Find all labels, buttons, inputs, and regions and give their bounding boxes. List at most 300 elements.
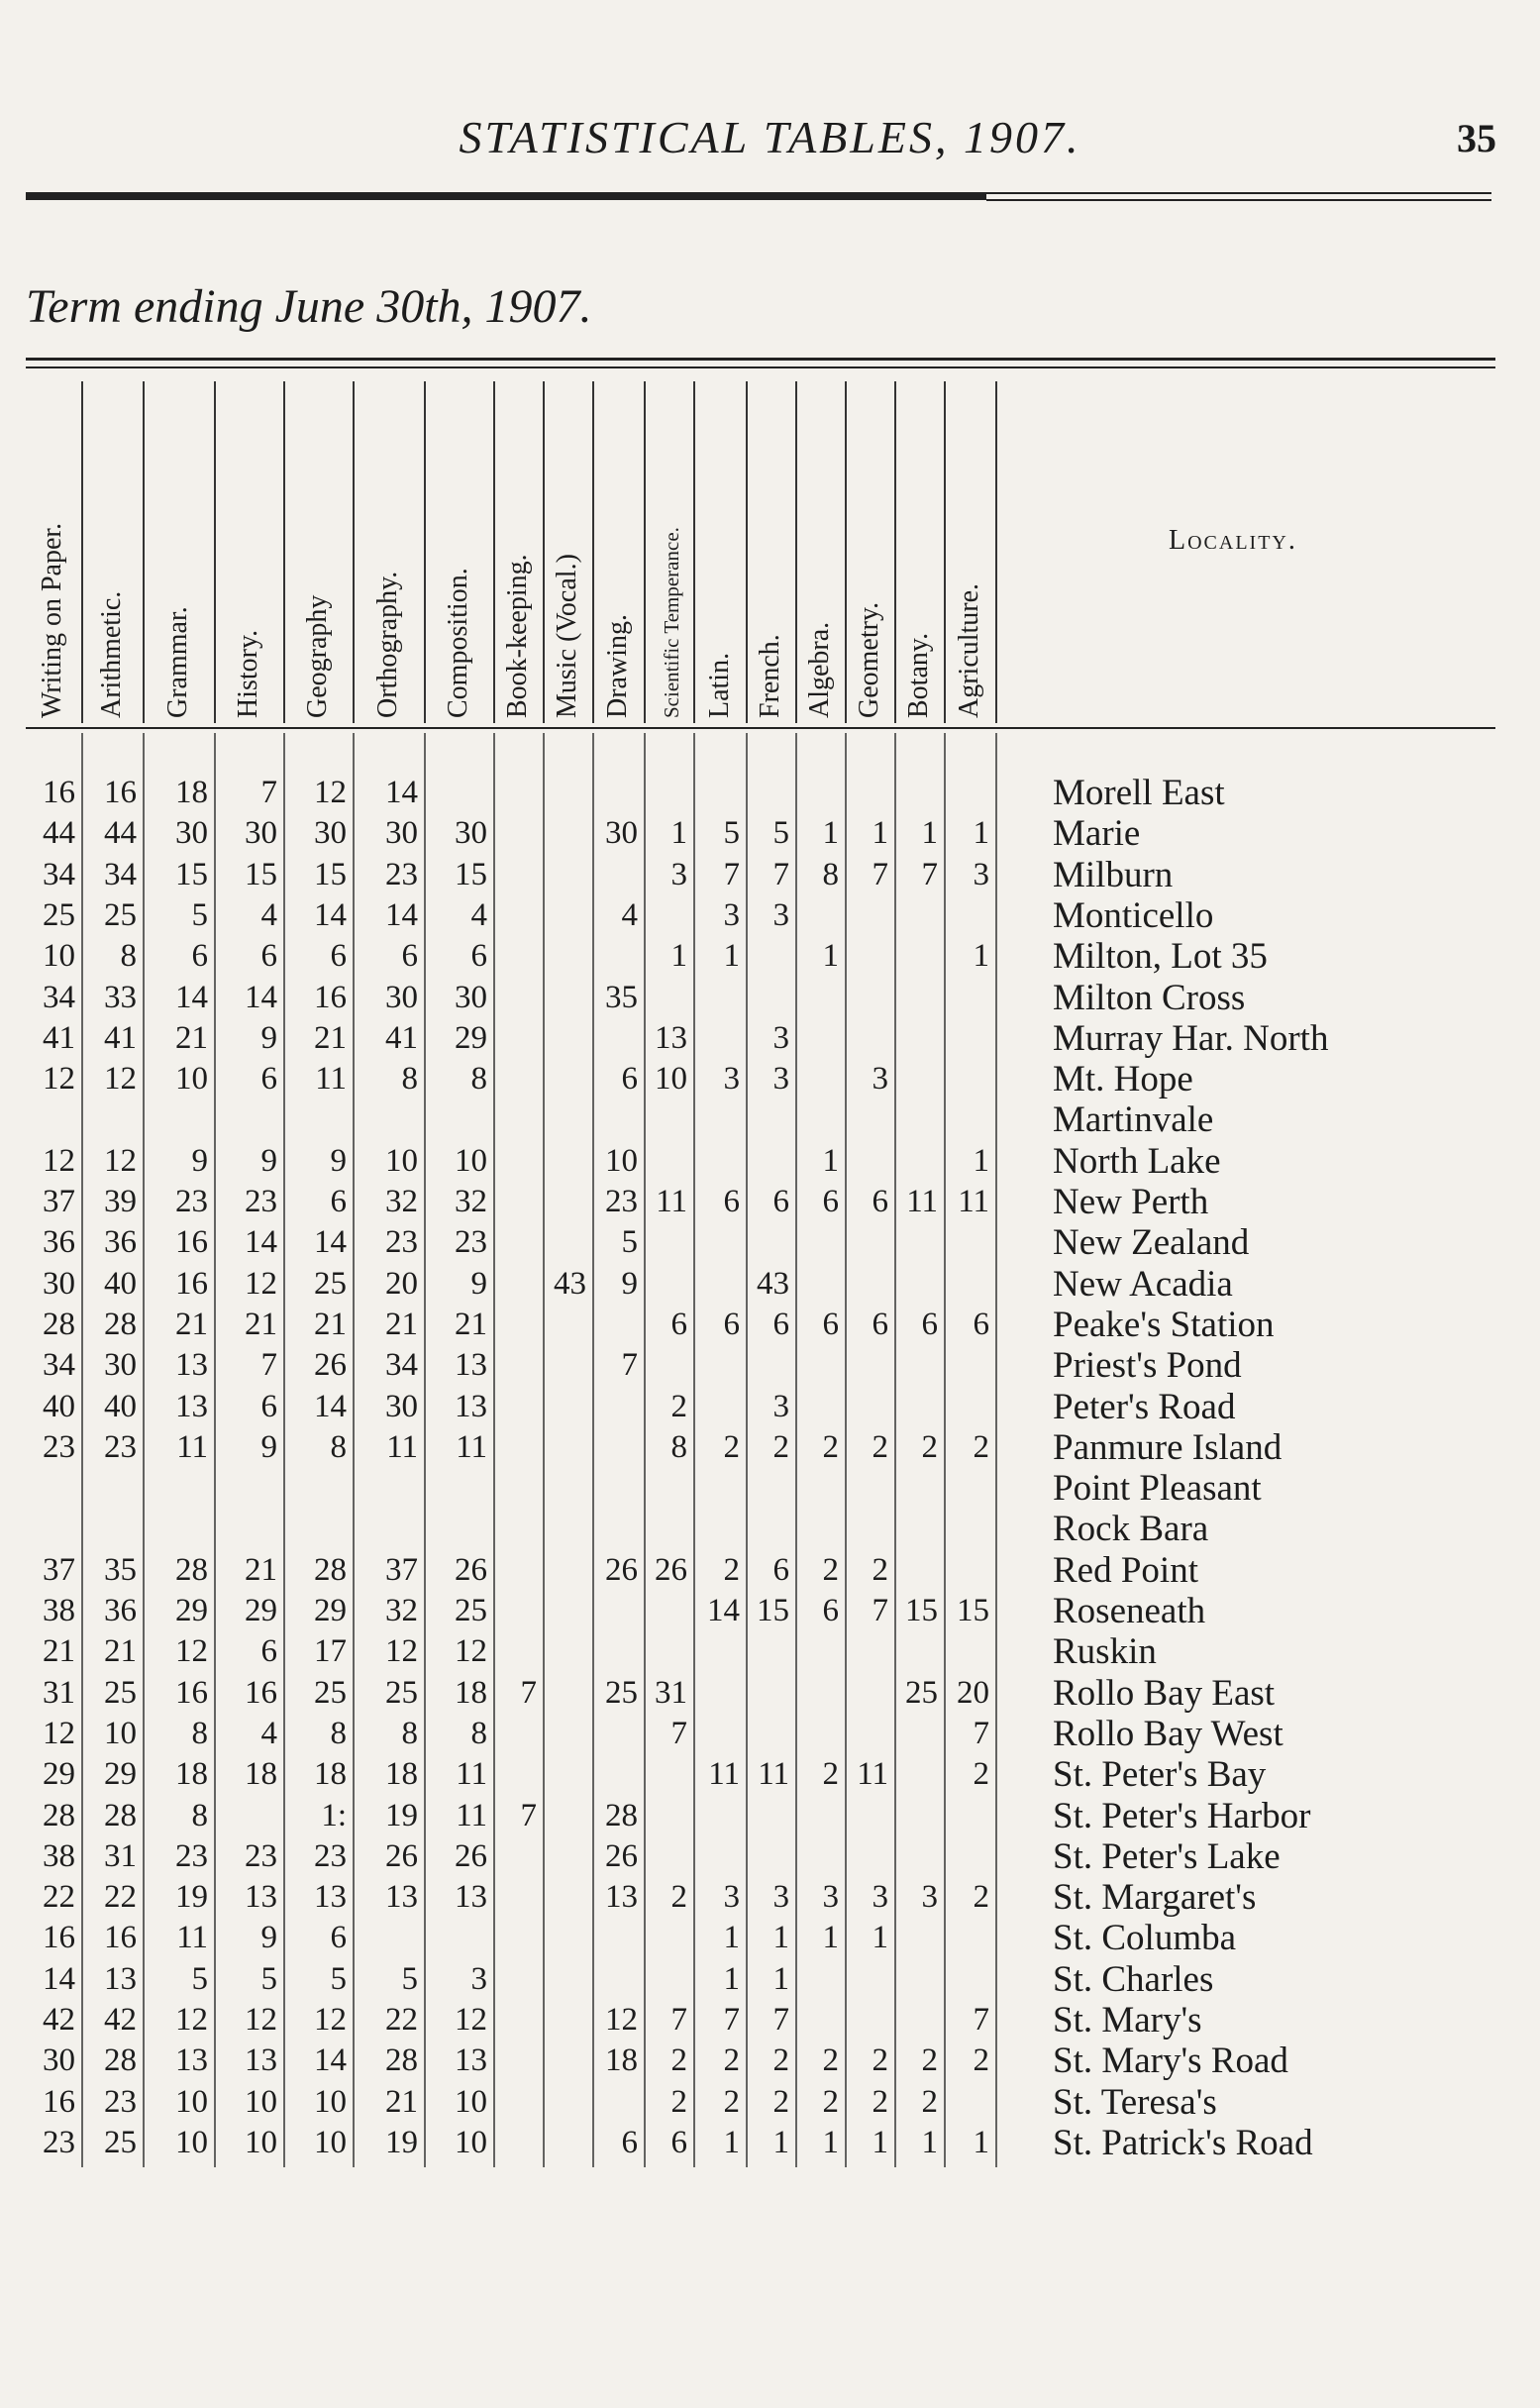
table-cell: 3 [723,896,740,933]
table-cell: 2 [973,2042,989,2079]
table-top-rule-second [26,366,1495,368]
table-cell: 12 [245,2002,277,2038]
table-cell: 16 [175,1224,208,1261]
table-cell: 23 [104,2083,137,2120]
table-cell: 37 [43,1551,75,1588]
table-cell: 6 [621,2124,638,2160]
locality-name: Roseneath [1053,1591,1206,1631]
table-cell: 14 [385,775,418,810]
table-cell: 8 [670,1428,687,1465]
locality-name: St. Margaret's [1053,1877,1257,1919]
table-cell: 7 [520,1674,537,1711]
table-cell: 6 [822,1306,839,1342]
table-cell: 7 [973,2002,989,2038]
table-cell: 3 [723,1061,740,1098]
table-cell: 8 [470,1061,487,1098]
table-cell: 29 [43,1756,75,1793]
table-cell: 2 [772,2042,789,2079]
locality-name: Peake's Station [1053,1304,1275,1345]
table-cell: 22 [43,1879,75,1916]
table-cell: 5 [401,1960,418,1997]
table-cell: 5 [260,1960,277,1997]
locality-name: Ruskin [1053,1631,1157,1673]
table-cell: 12 [175,1633,208,1670]
column-header [145,381,216,718]
locality-name: Rollo Bay East [1053,1672,1276,1714]
table-cell: 14 [314,2042,347,2079]
locality-name: Murray Har. North [1053,1017,1329,1059]
table-cell: 2 [723,2083,740,2120]
table-cell: 1 [723,2124,740,2160]
locality-name: St. Columba [1053,1918,1237,1959]
table-cell: 26 [314,1347,347,1384]
table-cell: 6 [772,1184,789,1219]
table-cell: 30 [385,815,418,852]
table-cell: 34 [385,1347,418,1384]
header-rule-thick [26,192,986,200]
table-cell: 10 [605,1142,638,1179]
table-cell: 1 [772,1960,789,1997]
table-cell: 6 [330,938,347,975]
table-cell: 8 [401,1715,418,1751]
table-cell: 6 [872,1184,888,1219]
table-cell: 1 [822,938,839,975]
table-cell: 31 [655,1674,687,1711]
table-cell: 44 [43,815,75,852]
table-cell: 23 [175,1184,208,1219]
table-cell: 30 [605,815,638,852]
table-cell: 10 [43,938,75,975]
table-cell: 26 [605,1837,638,1874]
table-cell: 2 [973,1756,989,1793]
table-cell: 2 [872,2042,888,2079]
table-cell: 7 [520,1797,537,1833]
table-cell: 26 [455,1551,487,1588]
table-cell: 34 [43,979,75,1015]
table-cell: 1 [872,815,888,852]
table-cell: 25 [104,2124,137,2160]
column-header [285,381,355,718]
table-cell: 28 [43,1797,75,1833]
table-cell: 1 [921,815,938,852]
table-cell: 18 [455,1674,487,1711]
table-cell: 37 [385,1551,418,1588]
table-cell: 13 [455,2042,487,2079]
column-header [946,381,997,718]
column-header [646,381,695,718]
table-cell: 12 [314,2002,347,2038]
table-cell: 6 [260,938,277,975]
table-header-bottom-rule [26,727,1495,729]
column-header-label: Geometry. [854,601,884,718]
table-cell: 28 [314,1551,347,1588]
table-cell: 11 [456,1797,487,1833]
locality-name: New Acadia [1053,1263,1233,1305]
table-cell: 10 [314,2083,347,2120]
table-cell: 6 [191,938,208,975]
column-header-label: Music (Vocal.) [552,554,582,718]
table-cell: 23 [605,1184,638,1219]
table-cell: 9 [470,1265,487,1302]
table-cell: 7 [670,1715,687,1751]
locality-name: North Lake [1053,1140,1221,1182]
column-header-label: Book-keeping. [502,554,533,718]
table-cell: 2 [921,2042,938,2079]
table-cell: 40 [104,1265,137,1302]
table-cell: 44 [104,815,137,852]
table-cell: 39 [104,1184,137,1219]
table-cell: 25 [905,1674,938,1711]
column-divider [214,381,216,723]
table-cell: 9 [260,1142,277,1179]
table-cell: 2 [670,1879,687,1916]
table-cell: 23 [43,2124,75,2160]
table-cell: 3 [772,1019,789,1056]
locality-name: Rock Bara [1053,1509,1209,1550]
column-header [83,381,145,718]
term-subtitle: Term ending June 30th, 1907. [26,280,592,333]
table-cell: 6 [772,1551,789,1588]
locality-name: Milton Cross [1053,977,1246,1018]
table-cell: 14 [43,1960,75,1997]
locality-name: Morell East [1053,773,1225,813]
table-cell: 14 [314,1224,347,1261]
table-cell: 7 [772,856,789,892]
table-cell: 43 [757,1265,789,1302]
locality-name: Milburn [1053,854,1174,895]
table-cell: 29 [175,1593,208,1628]
table-cell: 42 [104,2002,137,2038]
table-cell: 26 [605,1551,638,1588]
table-cell: 14 [314,896,347,933]
column-header [426,381,495,718]
table-cell: 20 [957,1674,989,1711]
table-cell: 10 [655,1061,687,1098]
table-cell: 2 [822,1428,839,1465]
table-cell: 2 [723,2042,740,2079]
column-divider [493,381,495,723]
table-cell: 31 [104,1837,137,1874]
table-cell: 30 [104,1347,137,1384]
table-cell: 3 [872,1061,888,1098]
table-cell: 11 [176,1428,208,1465]
table-cell: 6 [723,1184,740,1219]
table-cell: 1 [822,2124,839,2160]
table-cell: 29 [314,1593,347,1628]
table-cell: 8 [401,1061,418,1098]
table-cell: 21 [314,1019,347,1056]
column-header-label: Scientific Temperance. [660,527,683,718]
table-cell: 6 [260,1388,277,1424]
column-divider [944,381,946,723]
table-cell: 26 [385,1837,418,1874]
table-cell: 10 [104,1715,137,1751]
column-divider [693,381,695,723]
table-cell: 10 [455,2083,487,2120]
table-cell: 2 [670,1388,687,1424]
table-cell: 23 [455,1224,487,1261]
table-cell: 3 [772,1061,789,1098]
table-cell: 7 [921,856,938,892]
table-cell: 16 [314,979,347,1015]
table-cell: 8 [470,1715,487,1751]
table-cell: 5 [723,815,740,852]
column-divider [845,381,847,723]
table-cell: 2 [872,1428,888,1465]
table-cell: 11 [857,1756,888,1793]
table-cell: 21 [385,1306,418,1342]
table-cell: 1 [670,938,687,975]
table-cell: 36 [104,1593,137,1628]
table-cell: 15 [905,1593,938,1628]
column-divider-body [543,733,545,2167]
table-cell: 6 [872,1306,888,1342]
table-cell: 1 [973,1142,989,1179]
locality-name: St. Mary's Road [1053,2041,1288,2082]
table-cell: 12 [455,2002,487,2038]
table-cell: 6 [401,938,418,975]
table-cell: 6 [670,2124,687,2160]
table-cell: 11 [958,1184,989,1219]
table-cell: 12 [43,1142,75,1179]
table-cell: 9 [260,1019,277,1056]
locality-name: New Perth [1053,1182,1209,1222]
column-header [594,381,646,718]
table-cell: 5 [772,815,789,852]
table-cell: 25 [605,1674,638,1711]
table-cell: 34 [43,1347,75,1384]
table-cell: 10 [175,2083,208,2120]
table-cell: 14 [245,1224,277,1261]
header-rule-thin-lower [986,199,1491,201]
header-rule-thin [986,192,1491,194]
table-cell: 12 [104,1061,137,1098]
table-cell: 8 [822,856,839,892]
table-cell: 16 [175,1674,208,1711]
column-header-label: Agriculture. [954,582,984,718]
locality-name: St. Charles [1053,1958,1214,2000]
table-cell: 6 [330,1920,347,1956]
table-cell: 21 [245,1306,277,1342]
table-cell: 7 [772,2002,789,2038]
locality-name: Rollo Bay West [1053,1713,1283,1754]
column-divider [894,381,896,723]
table-cell: 26 [455,1837,487,1874]
table-cell: 14 [175,979,208,1015]
table-cell: 3 [921,1879,938,1916]
table-cell: 1 [822,815,839,852]
table-cell: 2 [670,2042,687,2079]
table-cell: 7 [260,1347,277,1384]
table-cell: 28 [605,1797,638,1833]
table-cell: 10 [245,2083,277,2120]
table-cell: 11 [456,1428,487,1465]
table-cell: 7 [973,1715,989,1751]
table-cell: 41 [43,1019,75,1056]
table-cell: 18 [175,775,208,810]
table-cell: 10 [245,2124,277,2160]
column-header-label: Writing on Paper. [37,522,67,718]
table-cell: 10 [175,2124,208,2160]
table-cell: 16 [104,1920,137,1956]
table-cell: 43 [554,1265,586,1302]
table-cell: 4 [260,896,277,933]
table-cell: 1 [723,1920,740,1956]
locality-name: Point Pleasant [1053,1468,1262,1510]
table-cell: 6 [723,1306,740,1342]
table-cell: 40 [104,1388,137,1424]
table-cell: 25 [314,1674,347,1711]
table-cell: 16 [245,1674,277,1711]
table-cell: 6 [260,1633,277,1670]
table-cell: 21 [104,1633,137,1670]
table-cell: 2 [822,2083,839,2120]
table-cell: 2 [872,1551,888,1588]
column-header-label: Orthography. [372,571,403,718]
column-divider [995,381,997,723]
table-cell: 30 [43,2042,75,2079]
table-cell: 2 [822,2042,839,2079]
column-header [545,381,594,718]
table-cell: 5 [191,896,208,933]
table-cell: 11 [708,1756,740,1793]
page-number: 35 [1457,116,1496,160]
locality-name: St. Patrick's Road [1053,2122,1313,2163]
table-cell: 1 [973,938,989,975]
table-cell: 30 [314,815,347,852]
table-cell: 23 [385,1224,418,1261]
table-cell: 13 [104,1960,137,1997]
table-cell: 7 [723,2002,740,2038]
table-cell: 21 [43,1633,75,1670]
table-cell: 11 [386,1428,418,1465]
table-cell: 7 [872,1593,888,1628]
table-cell: 12 [314,775,347,810]
column-header [26,381,83,718]
table-cell: 4 [260,1715,277,1751]
column-header [797,381,847,718]
table-cell: 34 [104,856,137,892]
table-cell: 2 [822,1551,839,1588]
locality-name: Monticello [1053,894,1214,936]
table-cell: 2 [921,2083,938,2120]
table-cell: 23 [245,1837,277,1874]
table-cell: 6 [260,1061,277,1098]
table-cell: 7 [723,856,740,892]
table-cell: 12 [385,1633,418,1670]
table-cell: 34 [43,856,75,892]
table-cell: 38 [43,1837,75,1874]
table-cell: 30 [43,1265,75,1302]
table-cell: 3 [772,896,789,933]
table-cell: 12 [43,1061,75,1098]
table-cell: 3 [822,1879,839,1916]
column-header-label: Botany. [903,632,934,718]
page-header-title: STATISTICAL TABLES, 1907. [459,112,1081,162]
table-cell: 4 [470,896,487,933]
column-header-label: Algebra. [804,621,835,718]
locality-name: St. Peter's Harbor [1053,1795,1311,1836]
table-cell: 13 [175,2042,208,2079]
column-header [355,381,426,718]
table-cell: 30 [175,815,208,852]
table-cell: 19 [385,2124,418,2160]
table-cell: 14 [245,979,277,1015]
table-cell: 42 [43,2002,75,2038]
table-cell: 30 [385,979,418,1015]
column-header-label: Composition. [443,568,473,718]
table-cell: 9 [330,1142,347,1179]
table-cell: 37 [43,1184,75,1219]
table-cell: 13 [655,1019,687,1056]
table-cell: 26 [655,1551,687,1588]
column-divider [795,381,797,723]
column-divider [424,381,426,723]
table-cell: 12 [605,2002,638,2038]
table-cell: 7 [260,775,277,810]
table-cell: 2 [973,1428,989,1465]
table-cell: 10 [455,2124,487,2160]
table-cell: 36 [104,1224,137,1261]
table-cell: 41 [104,1019,137,1056]
table-cell: 5 [330,1960,347,1997]
table-cell: 30 [455,979,487,1015]
table-cell: 4 [621,896,638,933]
table-cell: 14 [314,1388,347,1424]
table-cell: 32 [455,1184,487,1219]
column-divider [143,381,145,723]
column-header-label: Latin. [703,652,735,718]
table-cell: 1 [973,815,989,852]
table-cell: 3 [973,856,989,892]
table-cell: 23 [175,1837,208,1874]
table-cell: 9 [260,1428,277,1465]
column-header [748,381,797,718]
table-cell: 13 [385,1879,418,1916]
table-cell: 18 [175,1756,208,1793]
locality-name: Marie [1053,813,1141,855]
table-cell: 11 [176,1920,208,1956]
table-cell: 10 [314,2124,347,2160]
column-header-label: Grammar. [162,606,193,718]
locality-name: St. Mary's [1053,2000,1202,2041]
table-cell: 18 [314,1756,347,1793]
table-cell: 17 [314,1633,347,1670]
table-cell: 19 [175,1879,208,1916]
table-cell: 16 [175,1265,208,1302]
table-cell: 11 [758,1756,789,1793]
table-cell: 14 [385,896,418,933]
table-cell: 1: [321,1797,347,1833]
table-cell: 21 [175,1306,208,1342]
column-header [896,381,946,718]
table-cell: 16 [104,775,137,810]
table-cell: 25 [455,1593,487,1628]
table-cell: 32 [385,1184,418,1219]
table-cell: 10 [385,1142,418,1179]
column-divider [283,381,285,723]
table-cell: 38 [43,1593,75,1628]
table-cell: 30 [455,815,487,852]
table-cell: 32 [385,1593,418,1628]
table-cell: 29 [455,1019,487,1056]
column-header-label: Drawing. [602,614,633,718]
table-cell: 31 [43,1674,75,1711]
table-cell: 7 [621,1347,638,1384]
table-cell: 15 [245,856,277,892]
table-cell: 21 [455,1306,487,1342]
table-cell: 1 [723,1960,740,1997]
